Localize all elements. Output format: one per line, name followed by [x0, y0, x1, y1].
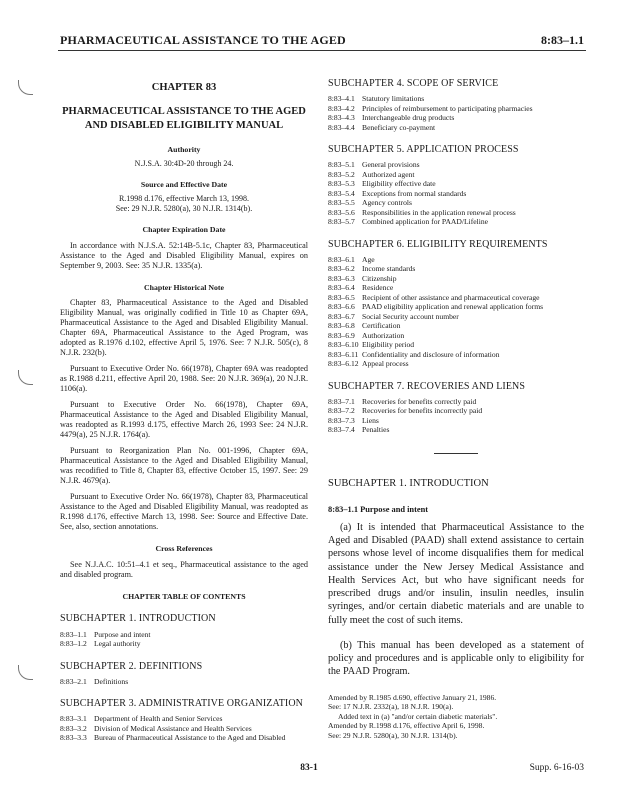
toc-entry[interactable]	[328, 264, 584, 273]
historical-note-paragraph: Pursuant to Executive Order No. 66(1978), Chapter 69A, Pharmaceutical Assistance to the Aged and Disabled Eligibility Manual, was readopted as R.1993 d.175, effective March 26, 1993 See: 24 N.J.R. 4479(a), 25 N.J.R. 1764(a).	[60, 400, 308, 440]
toc-section-title: Authorized agent	[362, 169, 415, 179]
right-column	[328, 60, 584, 740]
toc-section-number: 8:83–6.4	[328, 283, 355, 293]
toc-section-number: 8:83–4.1	[328, 94, 355, 104]
authority-text: N.J.S.A. 30:4D-20 through 24.	[134, 158, 234, 168]
toc-section-number: 8:83–6.3	[328, 273, 355, 283]
toc-section-title: Agency controls	[362, 198, 412, 208]
toc-section-title: Interchangeable drug products	[362, 113, 455, 123]
toc-section-number: 8:83–6.9	[328, 330, 355, 340]
toc-section-title: Legal authority	[94, 639, 141, 649]
toc-section-title: Bureau of Pharmaceutical Assistance to the Aged and Disabled	[94, 733, 286, 743]
historical-note-paragraph: Chapter 83, Pharmaceutical Assistance to the Aged and Disabled Eligibility Manual, was originally codified in Title 10 as Chapter 69A, Pharmaceutical Assistance to the Aged and Disabled Eligibility Manual. Chapter 69A, Pharmaceutical Assistance to the Aged Program, was adopted as R.1976 d.102, effective April 5, 1976. See: 7 N.J.R. 505(c), 8 N.J.R. 232(b).	[60, 298, 308, 358]
toc-entry[interactable]	[328, 359, 584, 368]
toc-section-title: Citizenship	[362, 273, 397, 283]
toc-section-number: 8:83–6.12	[328, 359, 359, 369]
toc-entry[interactable]	[328, 416, 584, 425]
toc-subchapter-title: SUBCHAPTER 3. ADMINISTRATIVE ORGANIZATION	[60, 698, 303, 710]
expiration-text: In accordance with N.J.S.A. 52:14B-5.1c, Chapter 83, Pharmaceutical Assistance to the Aged and Disabled Eligibility Manual, expires on September 9, 2003. See: 35 N.J.R. 1335(a).	[60, 240, 308, 270]
toc-subchapter-title: SUBCHAPTER 6. ELIGIBILITY REQUIREMENTS	[328, 238, 548, 250]
toc-section-number: 8:83–3.2	[60, 723, 87, 733]
toc-entry[interactable]	[328, 113, 584, 122]
amendment-note: See: 17 N.J.R. 2332(a), 18 N.J.R. 190(a).	[328, 702, 454, 712]
toc-entry[interactable]	[328, 198, 584, 207]
amendment-note: Added text in (a) "and/or certain diabetic materials".	[338, 711, 498, 721]
amendment-note: Amended by R.1985 d.690, effective January 21, 1986.	[328, 692, 497, 702]
toc-section-number: 8:83–7.1	[328, 396, 355, 406]
toc-entry[interactable]	[60, 733, 308, 742]
toc-section-number: 8:83–1.1	[60, 629, 87, 639]
toc-section-number: 8:83–6.8	[328, 321, 355, 331]
chapter-number: CHAPTER 83	[151, 82, 217, 93]
toc-section-title: Recoveries for benefits incorrectly paid	[362, 406, 483, 416]
toc-list	[60, 630, 308, 649]
toc-section-title: Responsibilities in the application renewal process	[362, 207, 516, 217]
toc-section-number: 8:83–6.6	[328, 302, 355, 312]
toc-section-number: 8:83–7.3	[328, 415, 355, 425]
toc-section-title: Certification	[362, 321, 401, 331]
toc-list	[328, 94, 584, 132]
toc-section-title: Eligibility period	[362, 340, 415, 350]
toc-section-number: 8:83–4.2	[328, 103, 355, 113]
section-divider	[434, 453, 478, 454]
toc-section-number: 8:83–7.4	[328, 425, 355, 435]
toc-section-number: 8:83–6.5	[328, 292, 355, 302]
toc-section-title: Purpose and intent	[94, 629, 151, 639]
toc-section-title: Recipient of other assistance and pharmaceutical coverage	[362, 292, 540, 302]
amendment-note: Amended by R.1998 d.176, effective April 6, 1998.	[328, 721, 485, 731]
toc-entry[interactable]	[328, 425, 584, 434]
authority-heading: Authority	[167, 145, 201, 155]
toc-section-number: 8:83–4.3	[328, 113, 355, 123]
toc-section-number: 8:83–5.1	[328, 160, 355, 170]
amendment-notes	[328, 693, 584, 740]
toc-entry[interactable]	[328, 293, 584, 302]
toc-entry[interactable]	[328, 312, 584, 321]
toc-section-title: Statutory limitations	[362, 94, 425, 104]
chapter-title	[60, 105, 308, 133]
source-text	[60, 194, 308, 214]
toc-section-number: 8:83–6.7	[328, 311, 355, 321]
toc-section-title: PAAD eligibility application and renewal application forms	[362, 302, 544, 312]
binding-hole-mark	[18, 80, 33, 95]
toc-section-title: Residence	[362, 283, 394, 293]
toc-section-title: General provisions	[362, 160, 420, 170]
toc-entry[interactable]	[328, 406, 584, 415]
toc-section-title: Principles of reimbursement to participating pharmacies	[362, 103, 533, 113]
source-heading: Source and Effective Date	[140, 180, 228, 190]
toc-entry[interactable]	[328, 255, 584, 264]
toc-section-title: Eligibility effective date	[362, 179, 436, 189]
toc-entry[interactable]	[60, 639, 308, 648]
toc-entry[interactable]	[328, 160, 584, 169]
toc-section-number: 8:83–6.10	[328, 340, 359, 350]
toc-section-number: 8:83–5.3	[328, 179, 355, 189]
toc-list	[328, 397, 584, 435]
toc-section-title: Confidentiality and disclosure of information	[362, 349, 500, 359]
toc-section-title: Department of Health and Senior Services	[94, 714, 223, 724]
toc-entry[interactable]	[328, 302, 584, 311]
toc-entry[interactable]	[328, 397, 584, 406]
cross-references-text: See N.J.A.C. 10:51–4.1 et seq., Pharmaceutical assistance to the aged and disabled program.	[60, 559, 308, 579]
toc-entry[interactable]	[328, 179, 584, 188]
paragraph-b: (b) This manual has been developed as a statement of policy and procedures and is applicable only to eligibility for the PAAD Program.	[328, 639, 584, 678]
toc-entry[interactable]	[60, 724, 308, 733]
toc-section-number: 8:83–5.4	[328, 188, 355, 198]
toc-entry[interactable]	[328, 274, 584, 283]
toc-section-title: Combined application for PAAD/Lifeline	[362, 217, 489, 227]
toc-list	[328, 255, 584, 369]
toc-entry[interactable]	[60, 714, 308, 723]
toc-section-title: Beneficiary co-payment	[362, 122, 436, 132]
toc-section-title: Recoveries for benefits correctly paid	[362, 396, 477, 406]
toc-subchapter-title: SUBCHAPTER 1. INTRODUCTION	[60, 613, 216, 625]
toc-section-number: 8:83–5.6	[328, 207, 355, 217]
section-heading: 8:83–1.1 Purpose and intent	[328, 504, 429, 514]
toc-section-title: Income standards	[362, 264, 416, 274]
toc-section-number: 8:83–6.2	[328, 264, 355, 274]
toc-entry[interactable]	[328, 340, 584, 349]
toc-section-number: 8:83–1.2	[60, 639, 87, 649]
toc-list	[328, 160, 584, 226]
toc-section-title: Age	[362, 254, 375, 264]
toc-entry[interactable]	[328, 94, 584, 103]
toc-subchapter-title: SUBCHAPTER 2. DEFINITIONS	[60, 660, 203, 672]
toc-section-title: Appeal process	[362, 359, 409, 369]
toc-subchapter-title: SUBCHAPTER 7. RECOVERIES AND LIENS	[328, 380, 526, 392]
toc-entry[interactable]	[60, 630, 308, 639]
toc-heading: CHAPTER TABLE OF CONTENTS	[122, 591, 246, 601]
historical-note-paragraph: Pursuant to Reorganization Plan No. 001-1996, Chapter 69A, Pharmaceutical Assistance to the Aged and Disabled Eligibility Manual, was recodified to Title 8, Chapter 83, effective October 15, 1997. See: 29 N.J.R. 4679(a).	[60, 446, 308, 486]
toc-entry[interactable]	[328, 170, 584, 179]
toc-section-title: Liens	[362, 415, 379, 425]
toc-entry[interactable]	[328, 321, 584, 330]
toc-entry[interactable]	[328, 123, 584, 132]
subchapter-1-title: SUBCHAPTER 1. INTRODUCTION	[328, 477, 489, 489]
binding-hole-mark	[18, 665, 33, 680]
historical-note-heading: Chapter Historical Note	[144, 282, 224, 292]
toc-section-number: 8:83–5.2	[328, 169, 355, 179]
toc-entry[interactable]	[60, 677, 308, 686]
toc-section-title: Exceptions from normal standards	[362, 188, 467, 198]
toc-section-number: 8:83–3.1	[60, 714, 87, 724]
toc-list	[60, 677, 308, 686]
supplement-date: Supp. 6-16-03	[529, 763, 584, 773]
toc-section-number: 8:83–6.1	[328, 254, 355, 264]
toc-section-number: 8:83–5.7	[328, 217, 355, 227]
toc-section-number: 8:83–6.11	[328, 349, 359, 359]
toc-entry[interactable]	[328, 208, 584, 217]
toc-section-number: 8:83–2.1	[60, 676, 87, 686]
toc-entry[interactable]	[328, 189, 584, 198]
toc-section-title: Division of Medical Assistance and Health Services	[94, 723, 252, 733]
binding-hole-mark	[18, 370, 33, 385]
toc-entry[interactable]	[328, 217, 584, 226]
toc-entry[interactable]	[328, 283, 584, 292]
source-line: R.1998 d.176, effective March 13, 1998.	[118, 193, 250, 203]
toc-entry[interactable]	[328, 350, 584, 359]
toc-section-title: Definitions	[94, 676, 129, 686]
toc-section-number: 8:83–4.4	[328, 122, 355, 132]
toc-entry[interactable]	[328, 331, 584, 340]
cross-references-heading: Cross References	[155, 544, 213, 554]
page-number: 83-1	[300, 763, 318, 773]
toc-entry[interactable]	[328, 104, 584, 113]
historical-note-paragraph: Pursuant to Executive Order No. 66(1978), Chapter 83, Pharmaceutical Assistance to the Aged and Disabled Eligibility Manual, was readopted as R.1998 d.176, effective March 13, 1998. See: Source and Effective Date. See, also, section annotations.	[60, 492, 308, 532]
toc-list	[60, 714, 308, 742]
header-rule	[58, 50, 586, 51]
toc-subchapter-title: SUBCHAPTER 4. SCOPE OF SERVICE	[328, 78, 499, 89]
left-column	[60, 60, 308, 743]
chapter-title-line: PHARMACEUTICAL ASSISTANCE TO THE AGED	[62, 105, 306, 117]
toc-section-number: 8:83–5.5	[328, 198, 355, 208]
running-header-title: PHARMACEUTICAL ASSISTANCE TO THE AGED	[60, 33, 346, 47]
amendment-note: See: 29 N.J.R. 5280(a), 30 N.J.R. 1314(b).	[328, 730, 458, 740]
toc-subchapter-title: SUBCHAPTER 5. APPLICATION PROCESS	[328, 144, 519, 156]
toc-section-title: Social Security account number	[362, 311, 459, 321]
expiration-heading: Chapter Expiration Date	[142, 225, 226, 235]
chapter-title-line: AND DISABLED ELIGIBILITY MANUAL	[84, 119, 284, 131]
source-line: See: 29 N.J.R. 5280(a), 30 N.J.R. 1314(b).	[115, 203, 253, 213]
running-header-section: 8:83–1.1	[541, 33, 584, 47]
paragraph-a: (a) It is intended that Pharmaceutical Assistance to the Aged and Disabled (PAAD) shall extend assistance to certain persons whose level of income disqualifies them for medical assistance under the New Jersey Medical Assistance and Health Services Act, but who have significant needs for prescribed drugs and/or insulin, insulin needles, insulin syringes, and/or certain diabetic materials and are unable to fully meet the cost of such items.	[328, 521, 584, 626]
toc-section-number: 8:83–3.3	[60, 733, 87, 743]
historical-note-paragraph: Pursuant to Executive Order No. 66(1978), Chapter 69A was readopted as R.1988 d.211, effective April 20, 1988. See: 20 N.J.R. 369(a), 20 N.J.R. 1106(a).	[60, 364, 308, 394]
toc-section-title: Penalties	[362, 425, 390, 435]
toc-section-number: 8:83–7.2	[328, 406, 355, 416]
toc-section-title: Authorization	[362, 330, 405, 340]
